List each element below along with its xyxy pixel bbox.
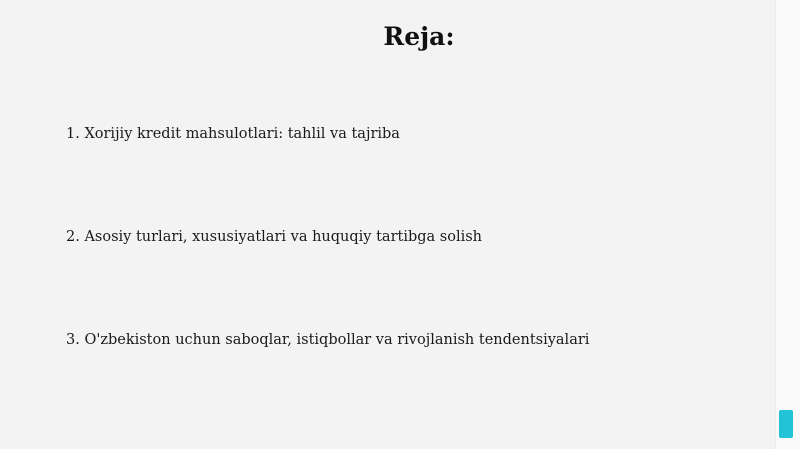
plan-item-3: 3. O'zbekiston uchun saboqlar, istiqbollar va rivojlanish tendentsiyalari [66, 332, 590, 348]
vertical-scrollbar[interactable] [775, 0, 800, 449]
plan-item-2: 2. Asosiy turlari, xususiyatlari va huquqiy tartibga solish [66, 229, 483, 245]
slide-title: Reja: [383, 22, 455, 51]
scrollbar-thumb[interactable] [779, 410, 793, 438]
plan-item-1: 1. Xorijiy kredit mahsulotlari: tahlil va tajriba [66, 126, 400, 142]
